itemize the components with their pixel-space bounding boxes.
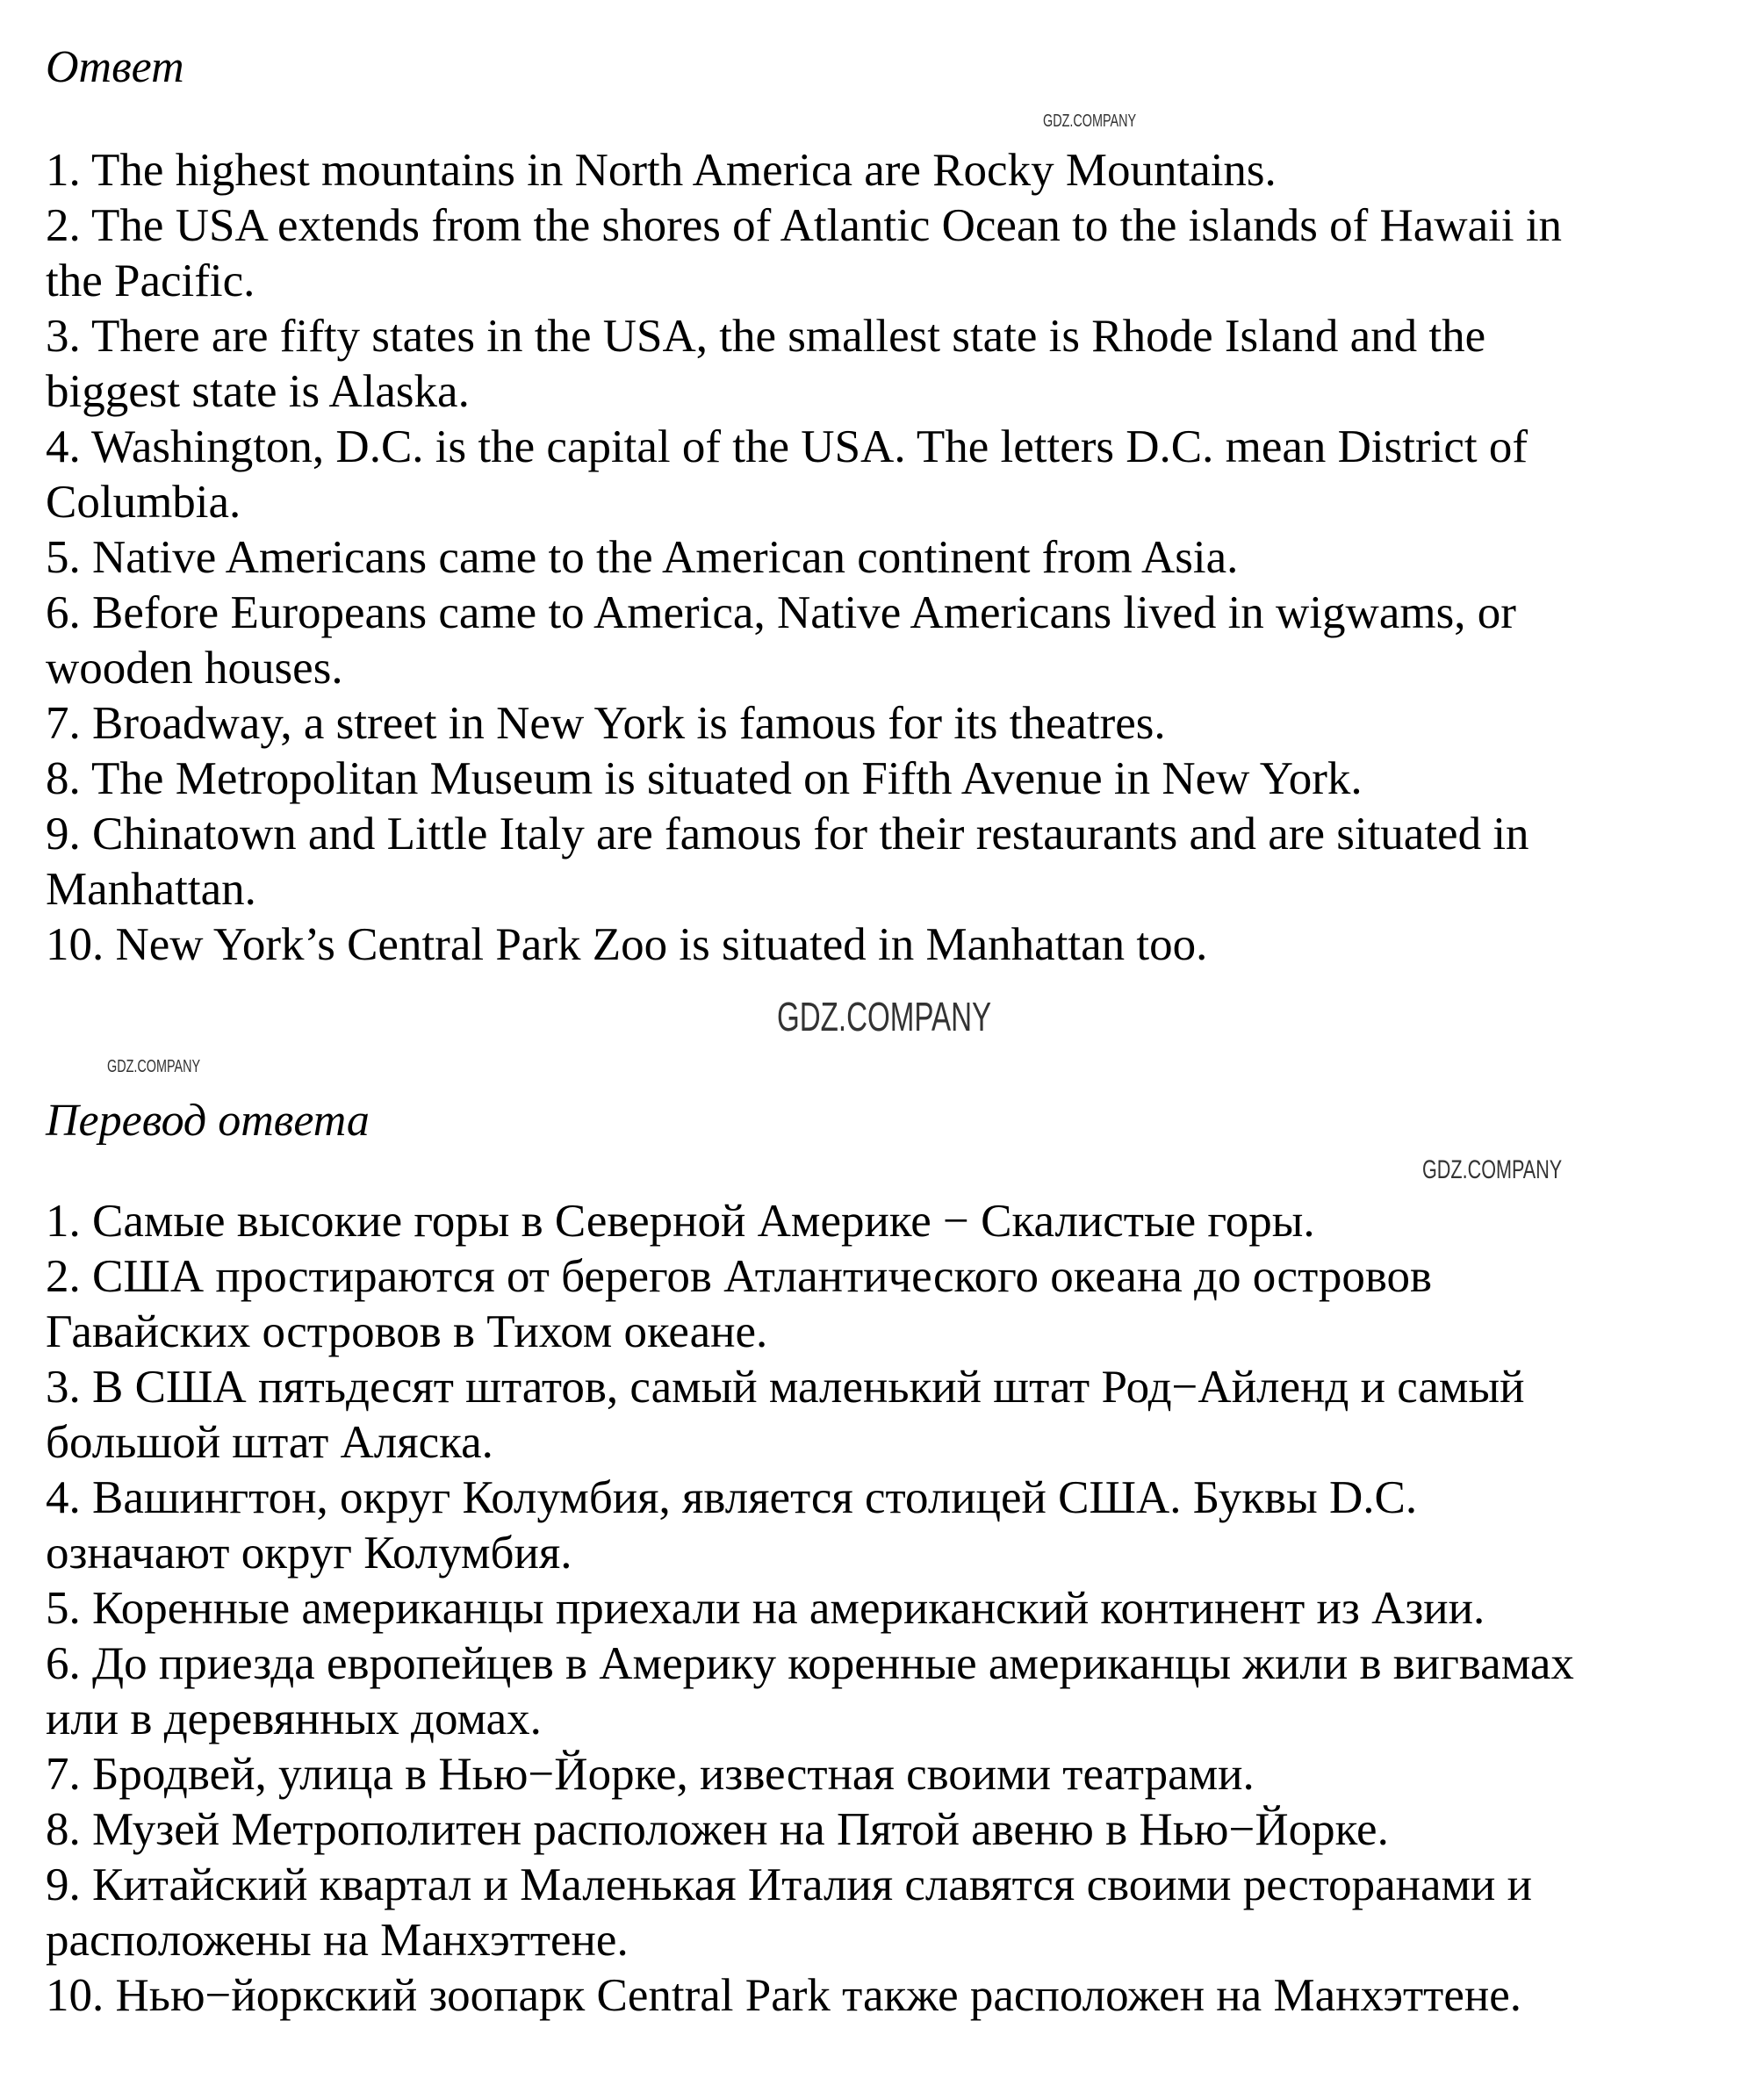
text-line: 10. New York’s Central Park Zoo is situated in Manhattan too. <box>46 919 1208 970</box>
text-line: или в деревянных домах. <box>46 1694 542 1744</box>
answer-heading: Ответ <box>46 42 184 92</box>
watermark: GDZ.COMPANY <box>777 994 992 1039</box>
list-item <box>46 1747 1574 1802</box>
text-line: 7. Бродвей, улица в Нью−Йорке, известная своими театрами. <box>46 1749 1255 1800</box>
list-item <box>46 1471 1574 1581</box>
text-line: Columbia. <box>46 477 241 528</box>
list-item <box>46 1249 1574 1360</box>
text-line: 2. The USA extends from the shores of Atlantic Ocean to the islands of Hawaii in <box>46 200 1563 251</box>
text-line: Гавайских островов в Тихом океане. <box>46 1306 768 1357</box>
text-line: 3. There are fifty states in the USA, the smallest state is Rhode Island and the <box>46 311 1486 362</box>
list-item <box>46 696 1562 752</box>
text-line: 2. США простираются от берегов Атлантического океана до островов <box>46 1251 1433 1302</box>
text-line: 6. До приезда европейцев в Америку коренные американцы жили в вигвамах <box>46 1638 1574 1689</box>
text-line: большой штат Аляска. <box>46 1417 493 1468</box>
text-line: 9. Chinatown and Little Italy are famous for their restaurants and are situated in <box>46 809 1529 859</box>
text-line: 10. Нью−йоркский зоопарк Central Park также расположен на Манхэттене. <box>46 1970 1521 2021</box>
answer-list <box>46 143 1562 973</box>
text-line: расположены на Манхэттене. <box>46 1915 629 1966</box>
text-line: Manhattan. <box>46 864 256 915</box>
list-item <box>46 198 1562 309</box>
text-line: 5. Native Americans came to the American continent from Asia. <box>46 532 1239 583</box>
translation-list <box>46 1194 1574 2024</box>
text-line: 6. Before Europeans came to America, Native Americans lived in wigwams, or <box>46 587 1516 638</box>
text-line: 3. В США пятьдесят штатов, самый маленький штат Род−Айленд и самый <box>46 1362 1525 1413</box>
list-item <box>46 1194 1574 1249</box>
list-item <box>46 420 1562 530</box>
text-line: biggest state is Alaska. <box>46 366 470 417</box>
text-line: wooden houses. <box>46 643 343 694</box>
watermark: GDZ.COMPANY <box>1422 1155 1563 1184</box>
list-item <box>46 1360 1574 1471</box>
list-item <box>46 1858 1574 1968</box>
list-item <box>46 309 1562 420</box>
text-line: 4. Washington, D.C. is the capital of the USA. The letters D.C. mean District of <box>46 421 1528 472</box>
list-item <box>46 752 1562 807</box>
watermark: GDZ.COMPANY <box>1043 111 1137 131</box>
text-line: 7. Broadway, a street in New York is famous for its theatres. <box>46 698 1166 749</box>
list-item <box>46 917 1562 973</box>
text-line: означают округ Колумбия. <box>46 1528 572 1579</box>
list-item <box>46 807 1562 917</box>
text-line: 5. Коренные американцы приехали на американский континент из Азии. <box>46 1583 1485 1634</box>
text-line: 4. Вашингтон, округ Колумбия, является столицей США. Буквы D.C. <box>46 1472 1418 1523</box>
list-item <box>46 1636 1574 1747</box>
text-line: 1. The highest mountains in North America are Rocky Mountains. <box>46 145 1277 196</box>
text-line: 8. Музей Метрополитен расположен на Пятой авеню в Нью−Йорке. <box>46 1804 1389 1855</box>
watermark: GDZ.COMPANY <box>107 1057 201 1076</box>
list-item <box>46 143 1562 198</box>
list-item <box>46 1581 1574 1636</box>
text-line: 1. Самые высокие горы в Северной Америке − Скалистые горы. <box>46 1196 1315 1247</box>
text-line: the Pacific. <box>46 255 255 306</box>
text-line: 8. The Metropolitan Museum is situated on Fifth Avenue in New York. <box>46 753 1363 804</box>
list-item <box>46 1802 1574 1858</box>
text-line: 9. Китайский квартал и Маленькая Италия славятся своими ресторанами и <box>46 1859 1533 1910</box>
translation-heading: Перевод ответа <box>46 1096 370 1146</box>
list-item <box>46 530 1562 586</box>
list-item <box>46 1968 1574 2024</box>
list-item <box>46 586 1562 696</box>
